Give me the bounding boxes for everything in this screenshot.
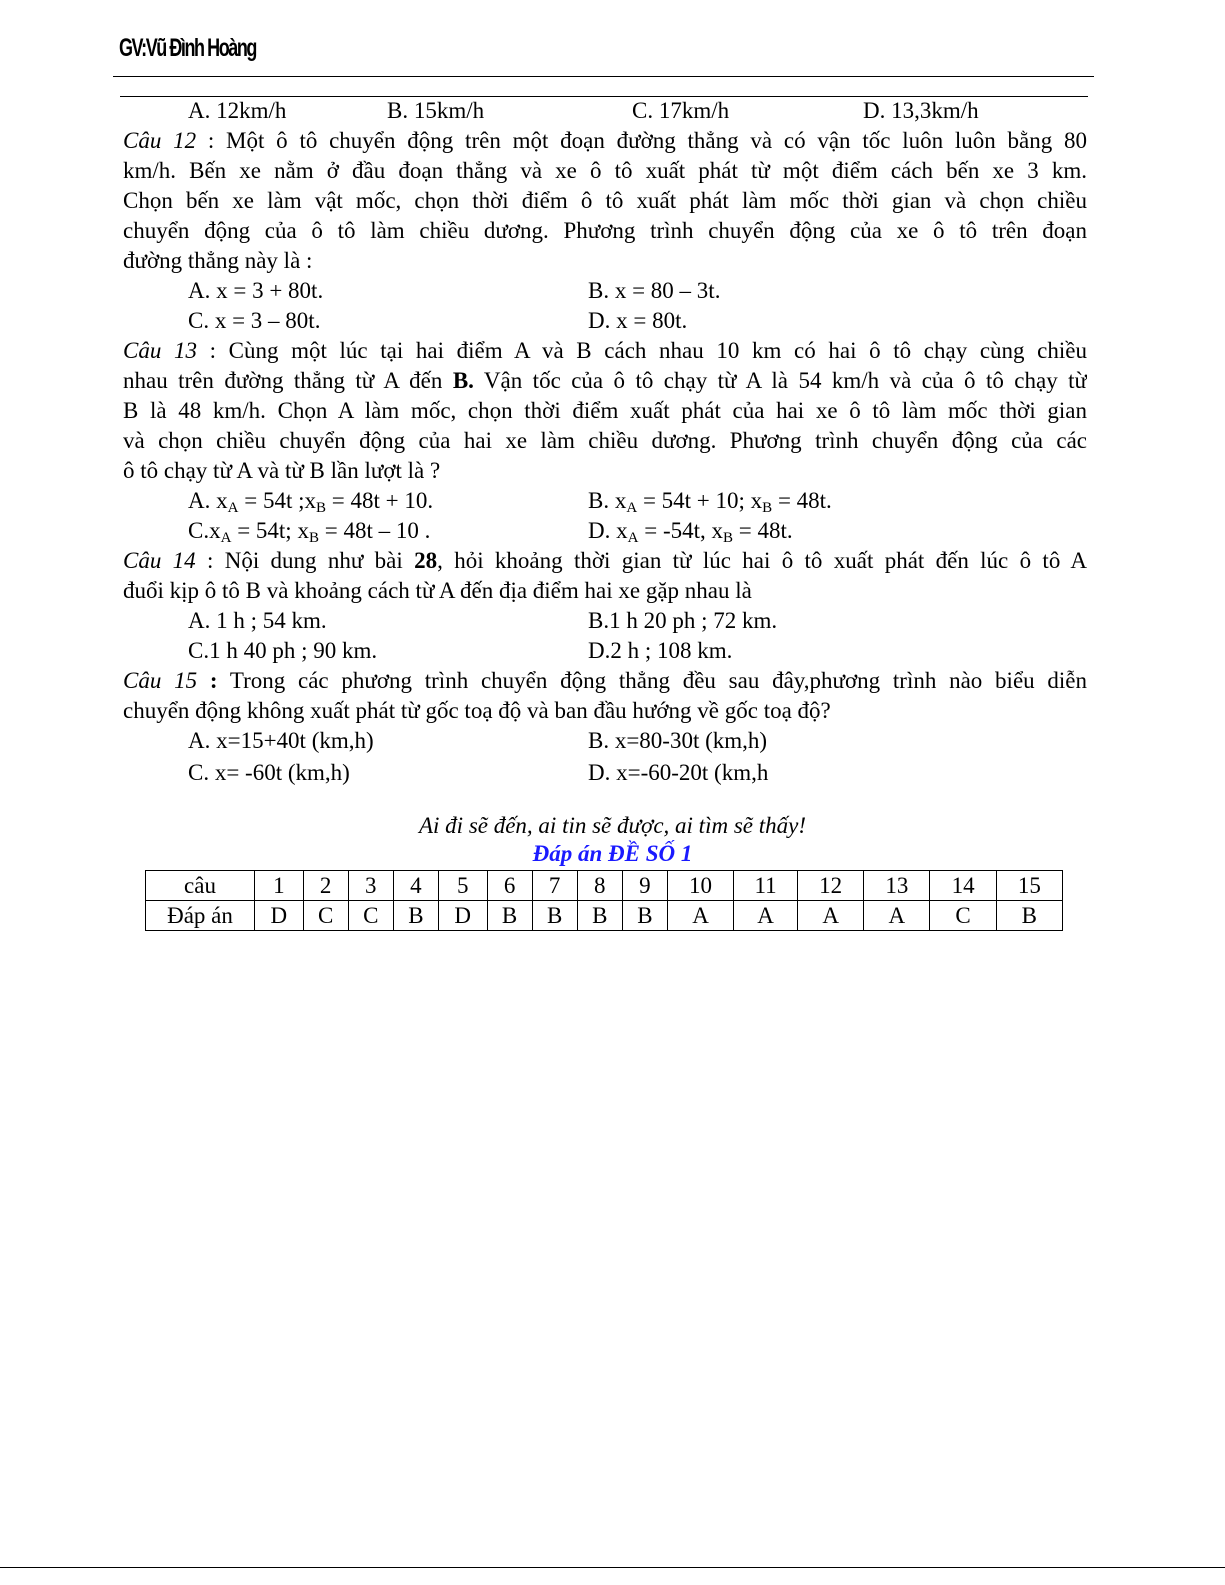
q14-option-c: C.1 h 40 ph ; 90 km.: [188, 638, 378, 663]
q11-options: [123, 96, 1087, 126]
q14-text-1b: 28: [414, 548, 438, 573]
teacher-name: GV:Vũ Đình Hoàng: [119, 34, 256, 62]
answer-key-question: 12: [798, 871, 864, 901]
answer-key-question: 15: [996, 871, 1062, 901]
q12-line-5: đường thẳng này là :: [123, 248, 313, 273]
answer-key-row-label: câu: [146, 871, 255, 901]
q13-label: Câu 13: [123, 338, 197, 363]
q12-options-ab: [123, 276, 1087, 306]
q15-option-a: A. x=15+40t (km,h): [188, 728, 374, 753]
answer-key-question: 2: [303, 871, 348, 901]
q14-text-1a: : Nội dung như bài: [195, 548, 415, 573]
q13-line-1: [123, 336, 1087, 366]
q14-option-d: D.2 h ; 108 km.: [588, 638, 733, 663]
answer-key-answer: C: [930, 901, 996, 931]
q15-options-cd: [123, 758, 1087, 788]
q14-options-cd: [123, 636, 1087, 666]
answer-key-title: Đáp án ĐỀ SỐ 1: [532, 841, 693, 866]
q14-option-b: B.1 h 20 ph ; 72 km.: [588, 608, 778, 633]
q15-line-1: [123, 666, 1087, 696]
motto: Ai đi sẽ đến, ai tin sẽ được, ai tìm sẽ thấy!: [418, 813, 806, 838]
answer-key-answer: B: [393, 901, 438, 931]
q12-option-d: D. x = 80t.: [588, 308, 688, 333]
q15-line-2: chuyển động không xuất phát từ gốc toạ độ và ban đầu hướng về gốc toạ độ?: [123, 698, 831, 723]
answer-key-answer: D: [255, 901, 304, 931]
answer-key-answer: A: [734, 901, 798, 931]
answer-key-answer: D: [438, 901, 487, 931]
answer-key-question-row: [146, 871, 1063, 901]
q13-text-2b: B.: [452, 368, 474, 393]
q12-line-2: km/h. Bến xe nằm ở đầu đoạn thẳng và xe ô tô xuất phát từ một điểm cách bến xe 3 km.: [123, 158, 1087, 183]
q14-line-2: đuổi kịp ô tô B và khoảng cách từ A đến địa điểm hai xe gặp nhau là: [123, 578, 752, 603]
answer-key-table: [145, 870, 1063, 931]
q13-line-2: [123, 366, 1087, 396]
answer-key-answer: C: [303, 901, 348, 931]
header-rule: [113, 76, 1094, 77]
q13-line-5: ô tô chạy từ A và từ B lần lượt là ?: [123, 458, 441, 483]
answer-key-row-label: Đáp án: [146, 901, 255, 931]
q15-option-c: C. x= -60t (km,h): [188, 760, 350, 785]
answer-key-answer: B: [622, 901, 667, 931]
q12-options-cd: [123, 306, 1087, 336]
answer-key-question: 11: [734, 871, 798, 901]
answer-key-question: 9: [622, 871, 667, 901]
answer-key-question: 3: [348, 871, 393, 901]
q13-option-b: B. $x_A = 54t + 10$; $x_B = 48t$.: [588, 488, 832, 516]
q13-text-2c: Vận tốc của ô tô chạy từ A là 54 km/h và của ô tô chạy từ: [473, 368, 1087, 393]
answer-key-answer: B: [487, 901, 532, 931]
answer-key-answer: A: [864, 901, 930, 931]
footer-rule: [0, 1567, 1225, 1568]
q12-option-a: A. x = 3 + 80t.: [188, 278, 324, 303]
answer-key-question: 1: [255, 871, 304, 901]
q12-line-1: [123, 126, 1087, 156]
q11-option-d: D. 13,3km/h: [863, 98, 979, 123]
q13-line-4: và chọn chiều chuyển động của hai xe làm chiều dương. Phương trình chuyển động của các: [123, 428, 1087, 453]
answer-key-answer: B: [577, 901, 622, 931]
q12-text-1: : Một ô tô chuyển động trên một đoạn đường thẳng và có vận tốc luôn luôn bằng 80: [196, 128, 1087, 153]
answer-key-answer: B: [532, 901, 577, 931]
answer-key-answer: A: [667, 901, 733, 931]
q13-line-3: B là 48 km/h. Chọn A làm mốc, chọn thời điểm xuất phát của hai xe ô tô làm mốc thời gian: [123, 398, 1087, 423]
q12-option-c: C. x = 3 – 80t.: [188, 308, 321, 333]
q14-option-a: A. 1 h ; 54 km.: [188, 608, 327, 633]
q15-text-1: Trong các phương trình chuyển động thẳng đều sau đây,phương trình nào biểu diễn: [217, 668, 1087, 693]
q13-text-1: : Cùng một lúc tại hai điểm A và B cách nhau 10 km có hai ô tô chạy cùng chiều: [196, 338, 1087, 363]
q13-option-a: A. $x_A = 54t$ $;x_B = 48t + 10$.: [188, 488, 434, 516]
q13-options-cd: [123, 516, 1087, 546]
q12-line-4: chuyển động của ô tô làm chiều dương. Phương trình chuyển động của xe ô tô trên đoạn: [123, 218, 1087, 243]
q11-option-a: A. 12km/h: [188, 98, 287, 123]
q15-colon: :: [197, 668, 218, 693]
q15-option-b: B. x=80-30t (km,h): [588, 728, 768, 753]
answer-key-answer: A: [798, 901, 864, 931]
answer-key-question: 8: [577, 871, 622, 901]
q12-label: Câu 12: [123, 128, 197, 153]
q13-option-d: D. $x_A = -54t$, $x_B = 48t$.: [588, 518, 793, 546]
answer-key-question: 6: [487, 871, 532, 901]
q14-label: Câu 14: [123, 548, 196, 573]
q11-option-c: C. 17km/h: [632, 98, 730, 123]
q13-text-2a: nhau trên đường thẳng từ A đến: [123, 368, 453, 393]
q14-line-1: [123, 546, 1087, 576]
answer-key-question: 14: [930, 871, 996, 901]
q13-options-ab: [123, 486, 1087, 516]
q12-option-b: B. x = 80 – 3t.: [588, 278, 721, 303]
q14-options-ab: [123, 606, 1087, 636]
answer-key-answer: C: [348, 901, 393, 931]
answer-key-question: 4: [393, 871, 438, 901]
answer-key-answer: B: [996, 901, 1062, 931]
answer-key-question: 10: [667, 871, 733, 901]
q15-label: Câu 15: [123, 668, 198, 693]
q11-option-b: B. 15km/h: [387, 98, 485, 123]
answer-key-answer-row: [146, 901, 1063, 931]
q13-option-c: $C.x_A = 54t$; $x_B = 48t - 10$ .: [188, 518, 431, 546]
answer-key-question: 13: [864, 871, 930, 901]
question-content: [123, 96, 1087, 788]
answer-key-question: 5: [438, 871, 487, 901]
answer-key-question: 7: [532, 871, 577, 901]
q14-text-1c: , hỏi khoảng thời gian từ lúc hai ô tô xuất phát đến lúc ô tô A: [437, 548, 1087, 573]
q15-options-ab: [123, 726, 1087, 758]
q12-line-3: Chọn bến xe làm vật mốc, chọn thời điểm ô tô xuất phát làm mốc thời gian và chọn chiều: [123, 188, 1087, 213]
q15-option-d: D. x=-60-20t (km,h: [588, 760, 769, 785]
